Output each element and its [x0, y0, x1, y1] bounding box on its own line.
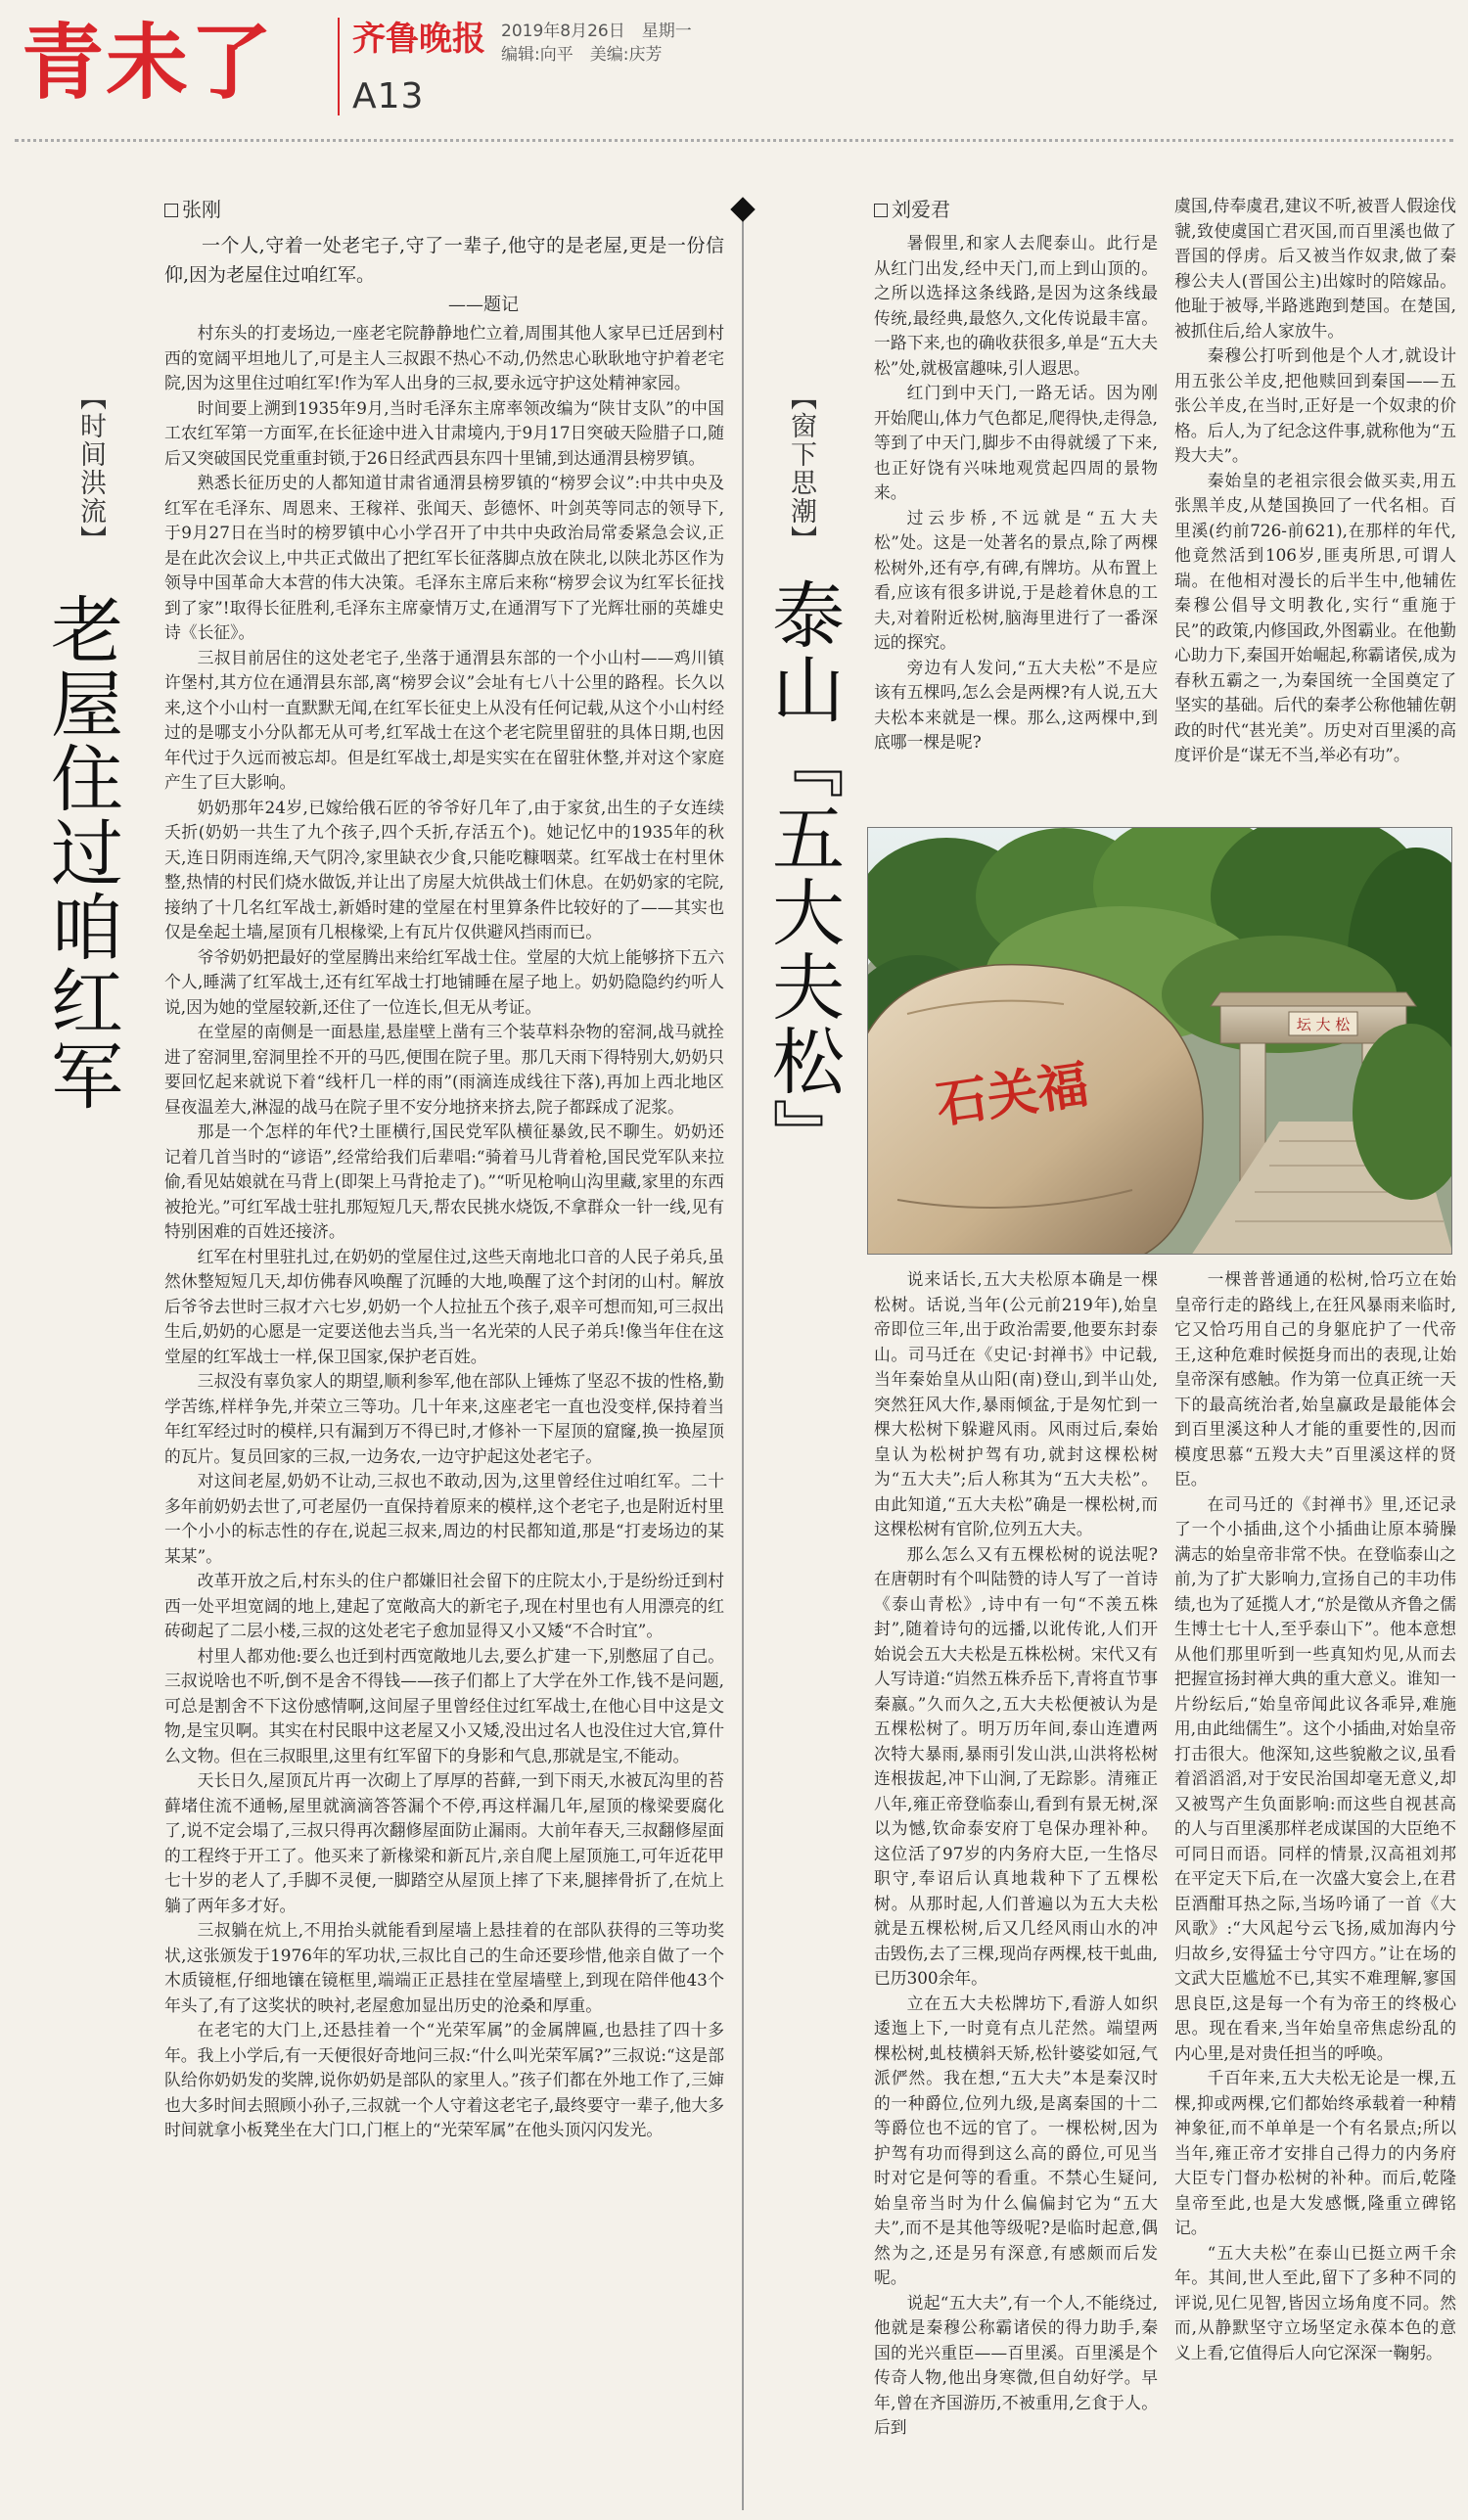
article1-paragraph: 红军在村里驻扎过,在奶奶的堂屋住过,这些天南地北口音的人民子弟兵,虽然休整短短几天,却仿佛春风唤醒了沉睡的大地,唤醒了这个封闭的山村。解放后爷爷去世时三叔才六七岁,奶奶一个人拉扯五个孩子,艰辛可想而知,可三叔出生后,奶奶的心愿是一定要送他去当兵,当一名光荣的人民子弟兵!像当年住在这堂屋的红军战士一样,保卫国家,保护老百姓。 — [164, 1246, 724, 1366]
article2-paragraph: 千百年来,五大夫松无论是一棵,五棵,抑或两棵,它们都始终承载着一种精神象征,而不单单是一个有名景点;所以当年,雍正帝才安排自己得力的内务府大臣专门督办松树的补种。而后,乾隆皇帝至此,也是大发感慨,隆重立碑铭记。 — [1174, 2068, 1456, 2237]
article1-column-tag: 【时间洪流】 — [75, 384, 106, 554]
masthead-divider — [338, 18, 340, 115]
article1-paragraph: 时间要上溯到1935年9月,当时毛泽东主席率领改编为“陕甘支队”的中国工农红军第一方面军,在长征途中进入甘肃境内,于9月17日突破天险腊子口,随后又突破国民党重重封锁,于26日经武西县东四十里铺,到达通渭县榜罗镇。 — [164, 397, 724, 468]
mount-tai-photo — [867, 827, 1452, 1255]
article2-col1-top — [874, 231, 1158, 813]
article2-paragraph: 暑假里,和家人去爬泰山。此行是从红门出发,经中天门,而上到山顶的。之所以选择这条线路,是因为这条线最传统,最经典,最悠久,文化传说最丰富。一路下来,也的确收获很多,单是“五大夫松”处,就极富趣味,引人遐思。 — [874, 233, 1158, 378]
article1-lead: 一个人,守着一处老宅子,守了一辈子,他守的是老屋,更是一份信仰,因为老屋住过咱红军。 — [164, 235, 724, 286]
column-divider — [742, 210, 744, 2510]
masthead — [0, 0, 1468, 147]
article1-paragraph: 改革开放之后,村东头的住户都嫌旧社会留下的庄院太小,于是纷纷迁到村西一处平坦宽阔的地上,建起了宽敞高大的新宅子,现在村里也有人用漂亮的红砖砌起了二层小楼,三叔的这处老宅子愈加显得又小又矮“不合时宜”。 — [164, 1571, 724, 1640]
article2-author: 刘爱君 — [874, 194, 950, 222]
article1-paragraph: 三叔躺在炕上,不用抬头就能看到屋墙上悬挂着的在部队获得的三等功奖状,这张颁发于1976年的军功状,三叔比自己的生命还要珍惜,他亲自做了一个木质镜框,仔细地镶在镜框里,端端正正悬挂在堂屋墙壁上,到现在陪伴他43个年头了,有了这奖状的映衬,老屋愈加显出历史的沧桑和厚重。 — [164, 1920, 724, 2015]
article1-paragraph: 那是一个怎样的年代?土匪横行,国民党军队横征暴敛,民不聊生。奶奶还记着几首当时的“谚语”,经常给我们后辈唱:“骑着马儿背着枪,国民党军队来拉偷,看见姑娘就在马背上(即架上马背抢走了)。”“听见枪响山沟里藏,家里的东西被抢光。”可红军战士驻扎那短短几天,帮农民挑水烧饭,不拿群众一针一线,见有特别困难的百姓还接济。 — [164, 1122, 724, 1241]
gate-inscription: 坛 大 松 — [1296, 1016, 1351, 1033]
article2-paragraph: 旁边有人发问,“五大夫松”不是应该有五棵吗,怎么会是两棵?有人说,五大夫松本来就是一棵。那么,这两棵中,到底哪一棵是呢? — [874, 657, 1158, 752]
rock-inscription: 石关福 — [933, 1054, 1093, 1135]
page-number: A13 — [352, 76, 425, 116]
article2-paragraph: 说起“五大夫”,有一个人,不能绕过,他就是秦穆公称霸诸侯的得力助手,秦国的光兴重臣——百里溪。百里溪是个传奇人物,他出身寒微,但自幼好学。早年,曾在齐国游历,不被重用,乞食于人。后到 — [874, 2292, 1158, 2437]
article2-paragraph: 虞国,侍奉虞君,建议不听,被晋人假途伐虢,致使虞国亡君灭国,而百里溪也做了晋国的俘虏。后又被当作奴隶,做了秦穆公夫人(晋国公主)出嫁时的陪嫁品。他耻于被辱,半路逃跑到楚国。在楚国,被抓住后,给人家放牛。 — [1174, 196, 1456, 341]
date-line: 2019年8月26日 星期一 — [501, 22, 692, 41]
masthead-dotted-rule — [15, 139, 1453, 142]
article2-paragraph: 秦穆公打听到他是个人才,就设计用五张公羊皮,把他赎回到秦国——五张公羊皮,在当时,正好是一个奴隶的价格。后人,为了纪念这件事,就称他为“五羖大夫”。 — [1174, 345, 1456, 465]
article1-paragraph: 爷爷奶奶把最好的堂屋腾出来给红军战士住。堂屋的大炕上能够挤下五六个人,睡满了红军战士,还有红军战士打地铺睡在屋子地上。奶奶隐隐约约听人说,因为她的堂屋较新,还住了一位连长,但无从考证。 — [164, 946, 724, 1017]
section-title: 青未了 — [22, 15, 275, 111]
paper-name: 齐鲁晚报 — [352, 20, 485, 59]
article1-paragraph: 村里人都劝他:要么也迁到村西宽敞地儿去,要么扩建一下,别憋屈了自己。三叔说啥也不听,倒不是舍不得钱——孩子们都上了大学在外工作,钱不是问题,可总是割舍不下这份感情啊,这间屋子里曾经住过红军战士,在他心目中这是文物,是宝贝啊。其实在村民眼中这老屋又小又矮,没出过名人也没住过大官,算什么文物。但在三叔眼里,这里有红军留下的身影和气息,那就是宝,不能动。 — [164, 1645, 724, 1765]
article2-title: 泰山『五大夫松』 — [760, 577, 845, 1172]
article1-paragraph: 在老宅的大门上,还悬挂着一个“光荣军属”的金属牌匾,也悬挂了四十多年。我上小学后,有一天便很好奇地问三叔:“什么叫光荣军属?”三叔说:“这是部队给你奶奶发的奖牌,说你奶奶是部队的家里人。”孩子们都在外地工作了,三婶也大多时间去照顾小孙子,三叔就一个人守着这老宅子,最终要守一辈子,他大多时间就拿小板凳坐在大门口,门框上的“光荣军属”在他头顶闪闪发光。 — [164, 2020, 724, 2139]
article1-author: 张刚 — [164, 194, 221, 222]
article1-paragraph: 熟悉长征历史的人都知道甘肃省通渭县榜罗镇的“榜罗会议”:中共中央及红军在毛泽东、周恩来、王稼祥、张闻天、彭德怀、叶剑英等同志的领导下,于9月27日在当时的榜罗镇中心小学召开了中共中央政治局常委紧急会议,正是在此次会议上,中共正式做出了把红军长征落脚点放在陕北,以陕北苏区作为领导中国革命大本营的伟大决策。毛泽东主席后来称“榜罗会议为红军长征找到了家”!取得长征胜利,毛泽东主席豪情万丈,在通渭写下了光辉壮丽的英雄史诗《长征》。 — [164, 473, 724, 642]
article2-paragraph: 秦始皇的老祖宗很会做买卖,用五张黑羊皮,从楚国换回了一代名相。百里溪(约前726-前621),在那样的年代,他竟然活到106岁,匪夷所思,可谓人瑞。在他相对漫长的后半生中,他辅佐秦穆公倡导文明教化,实行“重施于民”的政策,内修国政,外图霸业。在他勤心助力下,秦国开始崛起,称霸诸侯,成为春秋五霸之一,为秦国统一全国奠定了坚实的基础。后代的秦孝公称他辅佐朝政的时代“甚光美”。历史对百里溪的高度评价是“谋无不当,举必有功”。 — [1174, 470, 1456, 764]
article1-body — [164, 231, 724, 2501]
article1-title: 老屋住过咱红军 — [39, 592, 123, 1113]
article1-paragraph: 奶奶那年24岁,已嫁给俄石匠的爷爷好几年了,由于家贫,出生的子女连续夭折(奶奶一共生了九个孩子,四个夭折,存活五个)。她记忆中的1935年的秋天,连日阴雨连绵,天气阴冷,家里缺衣少食,只能吃糠咽菜。红军战士在村里休整,热情的村民们烧水做饭,并让出了房屋大炕供战士们休息。在奶奶家的宅院,接纳了十几名红军战士,新婚时建的堂屋在村里算条件比较好的了——其实也仅是垒起土墙,屋顶有几根椽梁,上有瓦片仅供避风挡雨而已。 — [164, 797, 724, 941]
article2-paragraph: 立在五大夫松牌坊下,看游人如织逶迤上下,一时竟有点儿茫然。端望两棵松树,虬枝横斜天矫,松针婆娑如冠,气派俨然。我在想,“五大夫”本是秦汉时的一种爵位,位列九级,是离秦国的十二等爵位也不远的官了。一棵松树,因为护驾有功而得到这么高的爵位,可见当时对它是何等的看重。不禁心生疑问,始皇帝当时为什么偏偏封它为“五大夫”,而不是其他等级呢?是临时起意,偶然为之,还是另有深意,有感颇而后发呢。 — [874, 1993, 1158, 2287]
article1-paragraph: 对这间老屋,奶奶不让动,三叔也不敢动,因为,这里曾经住过咱红军。二十多年前奶奶去世了,可老屋仍一直保持着原来的模样,这个老宅子,也是附近村里一个小小的标志性的存在,说起三叔来,周边的村民都知道,那是“打麦场边的某某某”。 — [164, 1471, 724, 1566]
diamond-ornament-icon — [730, 197, 755, 221]
article1-paragraph: 天长日久,屋顶瓦片再一次砌上了厚厚的苔藓,一到下雨天,水被瓦沟里的苔藓堵住流不通畅,屋里就滴滴答答漏个不停,再这样漏几年,屋顶的椽梁要腐化了,说不定会塌了,三叔只得再次翻修屋面防止漏雨。大前年春天,三叔翻修屋面的工程终于开工了。他买来了新椽梁和新瓦片,亲自爬上屋顶施工,可年近花甲七十岁的老人了,手脚不灵便,一脚踏空从屋顶上摔了下来,腿摔骨折了,在炕上躺了两年多才好。 — [164, 1770, 724, 1915]
photo-illustration — [868, 828, 1452, 1255]
article2-paragraph: 那么怎么又有五棵松树的说法呢?在唐朝时有个叫陆赞的诗人写了一首诗《泰山青松》,诗中有一句“不羡五株封”,随着诗句的远播,以讹传讹,人们开始说会五大夫松是五株松树。宋代又有人写诗道:“岿然五株乔岳下,青将直节事秦嬴。”久而久之,五大夫松便被认为是五棵松树了。明万历年间,泰山连遭两次特大暴雨,暴雨引发山洪,山洪将松树连根拔起,冲下山涧,了无踪影。清雍正八年,雍正帝登临泰山,看到有景无树,深以为憾,钦命泰安府丁皂保办理补种。这位活了97岁的内务府大臣,一生恪尽职守,奉诏后认真地栽种下了五棵松树。从那时起,人们普遍以为五大夫松就是五棵松树,后又几经风雨山水的冲击毁伤,去了三棵,现尚存两棵,枝干虬曲,已历300余年。 — [874, 1543, 1158, 1988]
article2-paragraph: 一棵普普通通的松树,恰巧立在始皇帝行走的路线上,在狂风暴雨来临时,它又恰巧用自己的身躯庇护了一代帝王,这种危难时候挺身而出的表现,让始皇帝深有感触。作为第一位真正统一天下的最高统治者,始皇赢政是最能体会到百里溪这种人才能的重要性的,因而模度思慕“五羖大夫”百里溪这样的贤臣。 — [1174, 1269, 1456, 1489]
author-box-icon — [164, 204, 178, 217]
article1-paragraph: 村东头的打麦场边,一座老宅院静静地伫立着,周围其他人家早已迁居到村西的宽阔平坦地儿了,可是主人三叔跟不热心不动,仍然忠心耿耿地守护着老宅院,因为这里住过咱红军!作为军人出身的三叔,要永远守护这处精神家园。 — [164, 323, 724, 392]
article2-paragraph: 说来话长,五大夫松原本确是一棵松树。话说,当年(公元前219年),始皇帝即位三年,出于政治需要,他要东封泰山。司马迁在《史记·封禅书》中记载,当年秦始皇从山阳(南)登山,到半山处,突然狂风大作,暴雨倾盆,于是匆忙到一棵大松树下躲避风雨。风雨过后,秦始皇认为松树护驾有功,就封这棵松树为“五大夫”;后人称其为“五大夫松”。由此知道,“五大夫松”确是一棵松树,而这棵松树有官阶,位列五大夫。 — [874, 1269, 1158, 1538]
author-box-icon — [874, 204, 888, 217]
article2-paragraph: 红门到中天门,一路无话。因为刚开始爬山,体力气色都足,爬得快,走得急,等到了中天门,脚步不由得就缓了下来,也正好饶有兴味地观赏起四周的景物来。 — [874, 383, 1158, 502]
article2-paragraph: 在司马迁的《封禅书》里,还记录了一个小插曲,这个小插曲让原本骑臊满志的始皇帝非常不快。在登临泰山之前,为了扩大影响力,宣扬自己的丰功伟绩,也为了延揽人才,“於是徵从齐鲁之儒生博士七十人,至乎泰山下”。他本意想从他们那里听到一些真知灼见,从而去把握宣扬封禅大典的重大意义。谁知一片纷纭后,“始皇帝闻此议各乖异,难施用,由此绌儒生”。这个小插曲,对始皇帝打击很大。他深知,这些貌敝之议,虽看着滔滔滔,对于安民治国却毫无意义,却又被骂产生负面影响:而这些自视甚高的人与百里溪那样老成谋国的大臣绝不可同日而语。同样的情景,汉高祖刘邦在平定天下后,在一次盛大宴会上,在君臣酒酣耳热之际,当场吟诵了一首《大风歌》:“大风起兮云飞扬,威加海内兮归故乡,安得猛士兮守四方。”让在场的文武大臣尴尬不已,其实不难理解,寥国思良臣,这是每一个有为帝王的终极心思。现在看来,当年始皇帝焦虑纷乱的内心里,是对贵任担当的呼唤。 — [1174, 1493, 1456, 2063]
article1-paragraph: 三叔没有辜负家人的期望,顺利参军,他在部队上锤炼了坚忍不拔的性格,勤学苦练,样样争先,并荣立三等功。几十年来,这座老宅一直也没变样,保持着当年红军经过时的模样,只有漏到万不得已时,才修补一下屋顶的窟窿,换一换屋顶的瓦片。复员回家的三叔,一边务农,一边守护起这处老宅子。 — [164, 1371, 724, 1466]
article1-paragraph: 三叔目前居住的这处老宅子,坐落于通渭县东部的一个小山村——鸡川镇许堡村,其方位在通渭县东部,离“榜罗会议”会址有七八十公里的路程。长久以来,这个小山村一直默默无闻,在红军长征史上从没有任何记载,从这个小山村经过的是哪支小分队都无从可考,红军战士在这个老宅院里留驻的具体日期,也因年代过于久远而被忘却。但是红军战士,却是实实在在留驻休整,并对这个家庭产生了巨大影响。 — [164, 647, 724, 792]
inscribed-boulder — [868, 965, 1203, 1255]
article1-paragraph: 在堂屋的南侧是一面悬崖,悬崖壁上凿有三个装草料杂物的窑洞,战马就拴进了窑洞里,窑洞里拴不开的马匹,便围在院子里。那几天雨下得特别大,奶奶只要回忆起来就说下着“线杆几一样的雨”(雨滴连成线往下落),再加上西北地区昼夜温差大,淋湿的战马在院子里不安分地挤来挤去,院子都踩成了泥浆。 — [164, 1022, 724, 1117]
article2-paragraph: “五大夫松”在泰山已挺立两千余年。其间,世人至此,留下了多种不同的评说,见仁见智,皆因立场角度不同。然而,从静默坚守立场坚定永葆本色的意义上看,它值得后人向它深深一鞠躬。 — [1174, 2242, 1456, 2362]
article2-column-tag: 【窗下思潮】 — [786, 384, 816, 554]
article1-paragraphs — [164, 321, 724, 2143]
article2-col2-bottom — [1174, 1267, 1456, 2502]
article2-col2-top — [1174, 194, 1456, 813]
editor-line: 编辑:向平 美编:庆芳 — [501, 45, 663, 65]
article2-col1-bottom — [874, 1267, 1158, 2502]
article1-signature: ——题记 — [448, 295, 519, 315]
masthead-meta — [501, 20, 692, 67]
article2-paragraph: 过云步桥,不远就是“五大夫松”处。这是一处著名的景点,除了两棵松树外,还有亭,有碑,有牌坊。从布置上看,应该有很多讲说,于是趁着休息的工夫,对着附近松树,脑海里进行了一番深远的探究。 — [874, 507, 1158, 652]
